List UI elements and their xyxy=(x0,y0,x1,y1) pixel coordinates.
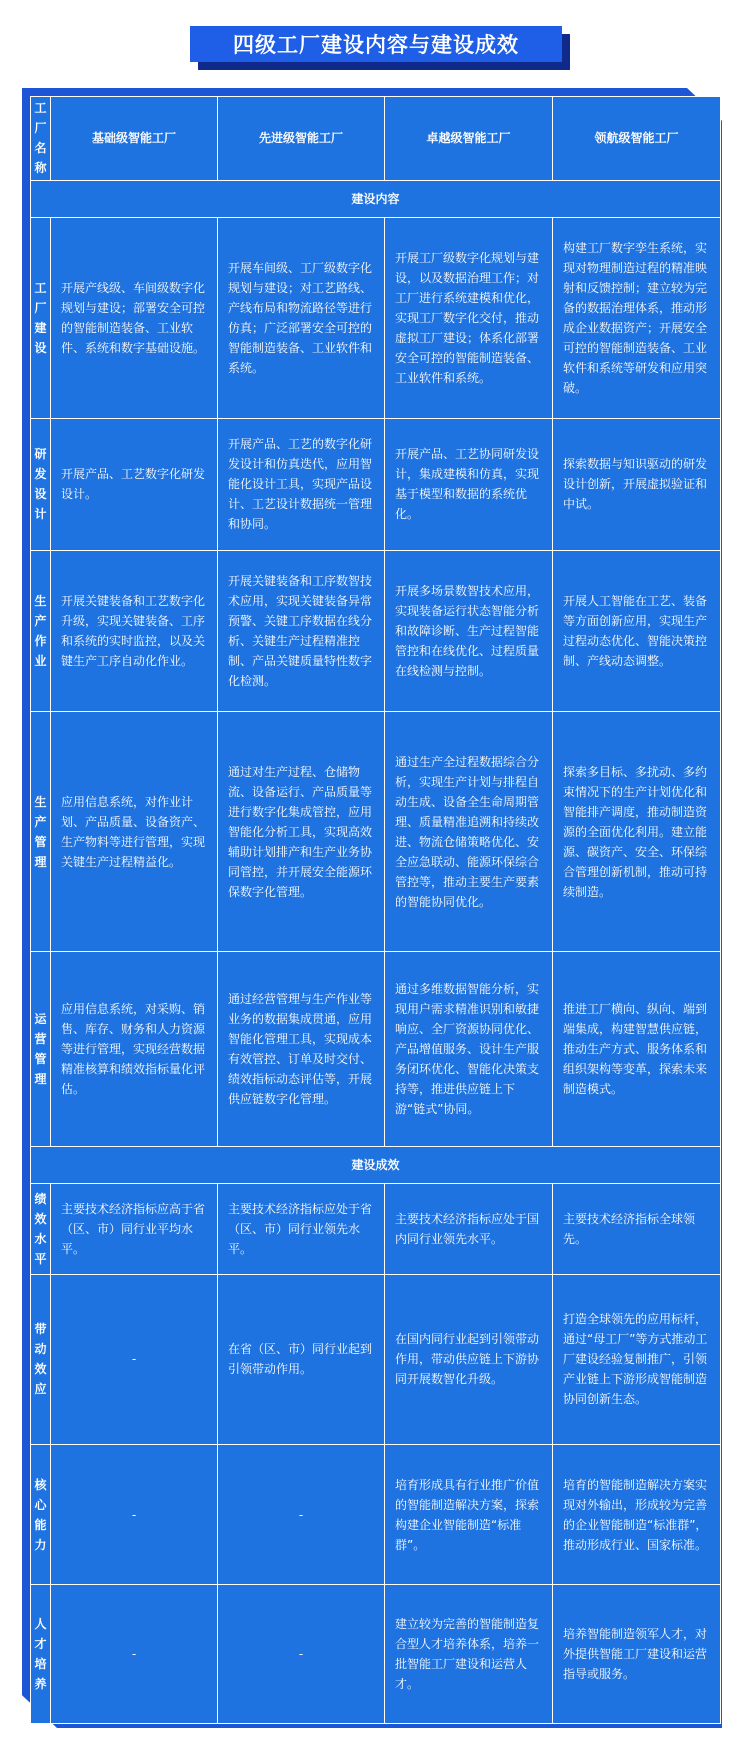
table-row xyxy=(31,218,721,419)
column-header-excellent: 卓越级智能工厂 xyxy=(385,97,553,181)
table-row xyxy=(31,1275,721,1445)
table-cell: - xyxy=(218,1444,385,1585)
table-cell: - xyxy=(218,1585,385,1724)
table-cell: 在国内同行业起到引领带动作用，带动供应链上下游协同开展数智化升级。 xyxy=(385,1275,553,1445)
section-title-results: 建设成效 xyxy=(31,1146,721,1183)
table-cell: - xyxy=(51,1444,218,1585)
row-label: 核心能力 xyxy=(31,1444,51,1585)
table-cell: 探索多目标、多扰动、多约束情况下的生产计划优化和智能排产调度，推动制造资源的全面优化利用。建立能源、碳资产、安全、环保综合管理创新机制，推动可持续制造。 xyxy=(553,712,721,952)
table-cell: - xyxy=(51,1585,218,1724)
table-cell: 培育的智能制造解决方案实现对外输出，形成较为完善的企业智能制造“标准群”，推动形成行业、国家标准。 xyxy=(553,1444,721,1585)
table-cell: 建立较为完善的智能制造复合型人才培养体系，培养一批智能工厂建设和运营人才。 xyxy=(385,1585,553,1724)
table-cell: 通过生产全过程数据综合分析，实现生产计划与排程自动生成、设备全生命周期管理、质量精准追溯和持续改进、物流仓储策略优化、安全应急联动、能源环保综合管控等，推动主要生产要素的智能协同优化。 xyxy=(385,712,553,952)
table-row xyxy=(31,418,721,550)
row-label: 研发设计 xyxy=(31,418,51,550)
table-cell: 开展车间级、工厂级数字化规划与建设；对工艺路线、产线布局和物流路径等进行仿真；广泛部署安全可控的智能制造装备、工业软件和系统。 xyxy=(218,218,385,419)
section-row-results xyxy=(31,1146,721,1183)
table-cell: 培育形成具有行业推广价值的智能制造解决方案，探索构建企业智能制造“标准群”。 xyxy=(385,1444,553,1585)
row-label: 工厂建设 xyxy=(31,218,51,419)
table-row xyxy=(31,1585,721,1724)
table-cell: 开展产品、工艺数字化研发设计。 xyxy=(51,418,218,550)
row-label: 人才培养 xyxy=(31,1585,51,1724)
table-cell: 开展产线级、车间级数字化规划与建设；部署安全可控的智能制造装备、工业软件、系统和数字基础设施。 xyxy=(51,218,218,419)
table-cell: 通过多维数据智能分析，实现用户需求精准识别和敏捷响应、全厂资源协同优化、产品增值服务、设计生产服务闭环优化、智能化决策支持等，推进供应链上下游“链式”协同。 xyxy=(385,952,553,1146)
row-label: 绩效水平 xyxy=(31,1184,51,1275)
row-label: 带动效应 xyxy=(31,1275,51,1445)
table-cell: 主要技术经济指标应处于省（区、市）同行业领先水平。 xyxy=(218,1184,385,1275)
table-row xyxy=(31,1184,721,1275)
table-cell: 开展产品、工艺协同研发设计，集成建模和仿真，实现基于模型和数据的系统优化。 xyxy=(385,418,553,550)
table-cell: 开展产品、工艺的数字化研发设计和仿真迭代，应用智能化设计工具，实现产品设计、工艺设计数据统一管理和协同。 xyxy=(218,418,385,550)
table-cell: 开展人工智能在工艺、装备等方面创新应用，实现生产过程动态优化、智能决策控制、产线动态调整。 xyxy=(553,551,721,712)
table-cell: 开展关键装备和工序数智技术应用，实现关键装备异常预警、关键工序数据在线分析、关键生产过程精准控制、产品关键质量特性数字化检测。 xyxy=(218,551,385,712)
table-cell: - xyxy=(51,1275,218,1445)
table-cell: 通过经营管理与生产作业等业务的数据集成贯通，应用智能化管理工具，实现成本有效管控、订单及时交付、绩效指标动态评估等，开展供应链数字化管理。 xyxy=(218,952,385,1146)
column-header-basic: 基础级智能工厂 xyxy=(51,97,218,181)
table-cell: 开展关键装备和工艺数字化升级，实现关键装备、工序和系统的实时监控，以及关键生产工序自动化作业。 xyxy=(51,551,218,712)
page-title: 四级工厂建设内容与建设成效 xyxy=(190,26,562,62)
table-cell: 通过对生产过程、仓储物流、设备运行、产品质量等进行数字化集成管控，应用智能化分析工具，实现高效辅助计划排产和生产业务协同管控，并开展安全能源环保数字化管理。 xyxy=(218,712,385,952)
row-label: 生产管理 xyxy=(31,712,51,952)
table-row xyxy=(31,952,721,1146)
table-row xyxy=(31,1444,721,1585)
section-title-content: 建设内容 xyxy=(31,180,721,217)
table-cell: 应用信息系统，对作业计划、产品质量、设备资产、生产物料等进行管理，实现关键生产过程精益化。 xyxy=(51,712,218,952)
table-cell: 探索数据与知识驱动的研发设计创新，开展虚拟验证和中试。 xyxy=(553,418,721,550)
table-header-row xyxy=(31,97,721,181)
factory-levels-table xyxy=(30,96,721,1724)
table-cell: 主要技术经济指标全球领先。 xyxy=(553,1184,721,1275)
table-cell: 开展工厂级数字化规划与建设，以及数据治理工作；对工厂进行系统建模和优化，实现工厂数字化交付，推动虚拟工厂建设；体系化部署安全可控的智能制造装备、工业软件和系统。 xyxy=(385,218,553,419)
table-cell: 应用信息系统，对采购、销售、库存、财务和人力资源等进行管理，实现经营数据精准核算和绩效指标量化评估。 xyxy=(51,952,218,1146)
table-cell: 培养智能制造领军人才，对外提供智能工厂建设和运营指导或服务。 xyxy=(553,1585,721,1724)
table-cell: 构建工厂数字孪生系统，实现对物理制造过程的精准映射和反馈控制；建立较为完备的数据治理体系，推动形成企业数据资产；开展安全可控的智能制造装备、工业软件和系统等研发和应用突破。 xyxy=(553,218,721,419)
column-header-advanced: 先进级智能工厂 xyxy=(218,97,385,181)
table-cell: 推进工厂横向、纵向、端到端集成，构建智慧供应链，推动生产方式、服务体系和组织架构等变革，探索未来制造模式。 xyxy=(553,952,721,1146)
table-cell: 主要技术经济指标应处于国内同行业领先水平。 xyxy=(385,1184,553,1275)
row-label: 运营管理 xyxy=(31,952,51,1146)
table-row xyxy=(31,551,721,712)
table-cell: 开展多场景数智技术应用，实现装备运行状态智能分析和故障诊断、生产过程智能管控和在线优化、过程质量在线检测与控制。 xyxy=(385,551,553,712)
title-banner xyxy=(190,26,562,62)
section-row-content xyxy=(31,180,721,217)
table-row xyxy=(31,712,721,952)
table-cell: 主要技术经济指标应高于省（区、市）同行业平均水平。 xyxy=(51,1184,218,1275)
row-label-factory-name: 工厂名称 xyxy=(31,97,51,181)
table-cell: 在省（区、市）同行业起到引领带动作用。 xyxy=(218,1275,385,1445)
column-header-leading: 领航级智能工厂 xyxy=(553,97,721,181)
table-cell: 打造全球领先的应用标杆，通过“母工厂”等方式推动工厂建设经验复制推广，引领产业链上下游形成智能制造协同创新生态。 xyxy=(553,1275,721,1445)
row-label: 生产作业 xyxy=(31,551,51,712)
